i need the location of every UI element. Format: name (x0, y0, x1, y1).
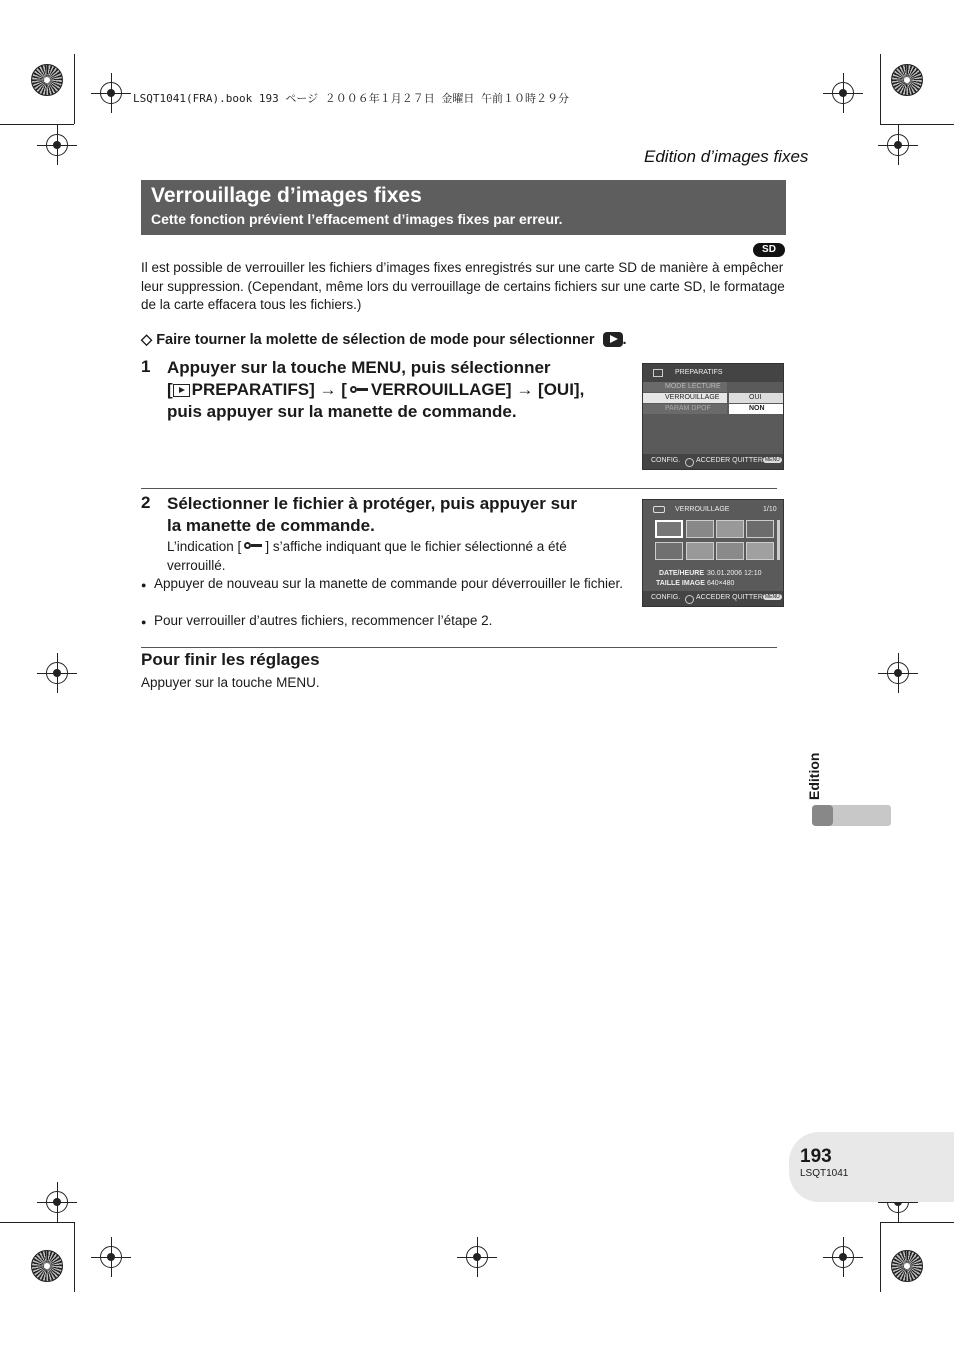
thumbnail[interactable] (746, 542, 774, 560)
menu-item-text: PARAM DPOF (665, 405, 711, 412)
size-value: 640×480 (707, 580, 735, 587)
registration-cross-icon (46, 1191, 68, 1213)
screen-title: PREPARATIFS (675, 369, 723, 376)
finish-title: Pour finir les réglages (141, 650, 320, 669)
menu-screen-preview (642, 363, 784, 470)
registration-cross-icon (887, 662, 909, 684)
footer-config: CONFIG. (651, 594, 681, 601)
title-banner (141, 180, 786, 235)
menu-item-text: VERROUILLAGE (665, 394, 720, 401)
screen-menu-item-selected (643, 393, 727, 403)
section-title: Edition d’images fixes (644, 147, 809, 166)
registration-cross-icon (832, 82, 854, 104)
scrollbar[interactable] (777, 520, 780, 560)
footer-actions: ACCEDER QUITTER (696, 594, 763, 601)
step-prep (141, 332, 627, 348)
thumbnail[interactable] (746, 520, 774, 538)
lock-key-icon (244, 540, 262, 552)
menu-item-text: MODE LECTURE (665, 383, 721, 390)
chapter-tab-marker (812, 805, 833, 826)
step-prep-end: . (622, 332, 627, 348)
note-part-a: L’indication [ (167, 539, 242, 554)
registration-wheel-icon (31, 64, 63, 96)
step-number: 1 (141, 357, 151, 376)
date-value: 30.01.2006 12:10 (707, 570, 762, 577)
registration-cross-icon (46, 134, 68, 156)
menu-button-icon: MENU (765, 594, 780, 600)
menu-button-icon: MENU (765, 457, 780, 463)
step2-text (167, 493, 637, 537)
diamond-icon: ◇ (141, 332, 153, 348)
bullet-item: ● Appuyer de nouveau sur la manette de commande pour déverrouiller le fichier. (154, 575, 624, 594)
size-label: TAILLE IMAGE (656, 580, 705, 587)
screen-option-selected: NON (729, 404, 783, 414)
intro-paragraph: Il est possible de verrouiller les fichiers d’images fixes enregistrés sur une carte SD de manière à empêcher leur suppression. (Cependant, même lors du verrouillage de certains fichiers sur une carte SD, le formatage de la carte effacera tous les fichiers.) (141, 260, 785, 312)
finish-text: Appuyer sur la touche MENU. (141, 675, 320, 690)
book-header-line: LSQT1041(FRA).book 193 ページ ２００６年１月２７日 金曜日 午前１０時２９分 (133, 92, 569, 105)
step-number: 2 (141, 493, 151, 512)
joystick-icon (685, 595, 694, 604)
divider (141, 488, 777, 489)
joystick-icon (685, 458, 694, 467)
note-part-c: verrouillé. (167, 557, 226, 573)
footer-actions: ACCEDER QUITTER (696, 457, 763, 464)
page-code: LSQT1041 (800, 1168, 849, 1179)
sd-badge: SD (753, 243, 785, 257)
registration-wheel-icon (891, 64, 923, 96)
screen-title: VERROUILLAGE (675, 506, 730, 513)
playback-mode-icon (603, 332, 623, 347)
bullet-item: ● Pour verrouiller d’autres fichiers, recommencer l’étape 2. (154, 612, 624, 631)
page-subtitle: Cette fonction prévient l’effacement d’images fixes par erreur. (151, 211, 563, 227)
step1-line1: Appuyer sur la touche MENU, puis sélectionner (167, 358, 551, 377)
registration-wheel-icon (31, 1250, 63, 1282)
step2-note (167, 538, 627, 575)
registration-cross-icon (100, 82, 122, 104)
side-chapter-label: Edition (806, 752, 822, 800)
date-label: DATE/HEURE (659, 570, 704, 577)
screen-menu-item (643, 382, 727, 392)
bracket: [ (167, 380, 173, 399)
registration-cross-icon (46, 662, 68, 684)
registration-cross-icon (100, 1246, 122, 1268)
step1-text (167, 357, 637, 423)
page-title: Verrouillage d’images fixes (151, 184, 422, 207)
registration-wheel-icon (891, 1250, 923, 1282)
thumbnail[interactable] (686, 520, 714, 538)
screen-footer (643, 591, 783, 606)
registration-cross-icon (887, 134, 909, 156)
thumbnail[interactable] (655, 542, 683, 560)
thumbnail-selected[interactable] (655, 520, 683, 538)
footer-config: CONFIG. (651, 457, 681, 464)
screen-menu-item (643, 404, 727, 414)
playback-icon (173, 384, 190, 397)
screen-footer (643, 454, 783, 469)
thumbnail[interactable] (716, 520, 744, 538)
step2-line2: la manette de commande. (167, 516, 375, 535)
page-number: 193 (800, 1146, 832, 1167)
thumbnail[interactable] (686, 542, 714, 560)
playback-icon (653, 369, 663, 377)
registration-cross-icon (466, 1246, 488, 1268)
note-part-b: ] s’affiche indiquant que le fichier sélectionné a été (265, 539, 567, 554)
thumbnail[interactable] (716, 542, 744, 560)
divider (141, 647, 777, 648)
screen-counter: 1/10 (763, 506, 777, 513)
step1-part-b: VERROUILLAGE] → [OUI], (370, 380, 585, 399)
lock-key-icon (653, 506, 665, 513)
step-prep-text: Faire tourner la molette de sélection de mode pour sélectionner (156, 332, 595, 348)
screen-option: OUI (729, 393, 783, 403)
step1-line3: puis appuyer sur la manette de commande. (167, 402, 517, 421)
lock-screen-preview (642, 499, 784, 607)
registration-cross-icon (832, 1246, 854, 1268)
lock-key-icon (350, 384, 368, 396)
step2-line1: Sélectionner le fichier à protéger, puis appuyer sur (167, 494, 578, 513)
step1-line2 (167, 379, 637, 401)
step1-part-a: PREPARATIFS] → [ (191, 380, 347, 399)
